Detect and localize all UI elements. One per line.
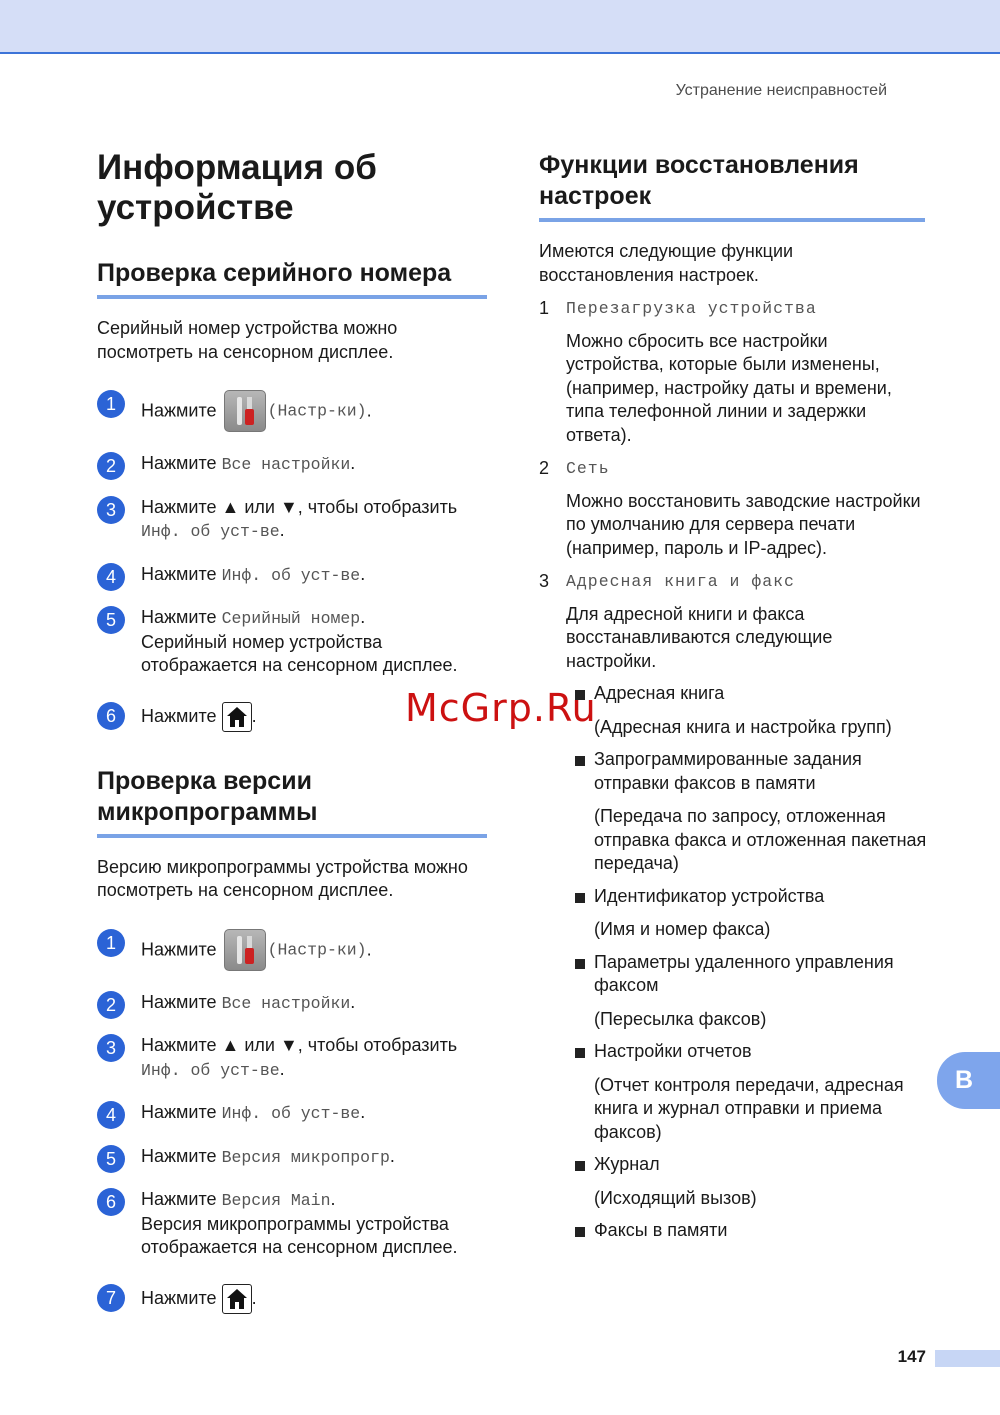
step-number-badge: 4 — [97, 563, 125, 591]
bullet-label: Параметры удаленного управления факсом — [594, 951, 894, 995]
serial-step-2 — [97, 452, 487, 477]
menu-label: Версия микропрогр — [221, 1147, 390, 1167]
settings-label: (Настр-ки) — [267, 401, 367, 421]
step-punct: . — [330, 1189, 336, 1209]
step-punct: . — [360, 563, 366, 584]
reset-item-3 — [539, 570, 929, 673]
reset-bullet-list — [539, 682, 929, 1243]
step-number-badge: 3 — [97, 1034, 125, 1062]
firmware-step-1 — [97, 929, 487, 981]
menu-label: Инф. об уст-ве — [141, 522, 280, 541]
step-text: Нажмите — [141, 607, 217, 627]
step-result-text: Версия микропрограммы устройства отображается на сенсорном дисплее. — [141, 1213, 458, 1257]
menu-label: Инф. об уст-ве — [221, 565, 361, 585]
bullet-label: Запрограммированные задания отправки факсов в памяти — [594, 749, 862, 793]
item-number: 1 — [539, 298, 550, 318]
item-description: Можно восстановить заводские настройки по умолчанию для сервера печати (например, пароль и IP-адрес). — [566, 490, 921, 558]
bullet-detail: (Имя и номер факса) — [594, 919, 771, 939]
firmware-intro: Версию микропрограммы устройства можно посмотреть на сенсорном дисплее. — [97, 856, 468, 900]
bullet-square-icon — [575, 959, 585, 969]
bullet-label: Идентификатор устройства — [594, 885, 825, 906]
chapter-tab: B — [937, 1052, 1000, 1109]
step-text: Нажмите — [141, 1287, 217, 1308]
step-punct: . — [360, 607, 366, 627]
bullet-label: Журнал — [594, 1154, 660, 1174]
step-punct: . — [366, 938, 372, 959]
firmware-step-7 — [97, 1284, 487, 1314]
step-punct: . — [360, 1102, 366, 1122]
step-text: Нажмите — [141, 453, 217, 473]
reset-heading: Функции восстановления настроек — [539, 150, 925, 222]
step-punct: . — [279, 520, 285, 540]
bullet-label: Факсы в памяти — [594, 1220, 728, 1240]
step-punct: . — [350, 991, 356, 1012]
step-punct: . — [350, 453, 356, 473]
bullet-detail: (Отчет контроля передачи, адресная книга и журнал отправки и приема факсов) — [594, 1074, 904, 1142]
page-number: 147 — [897, 1347, 926, 1366]
step-punct: . — [366, 400, 372, 421]
step-text: Нажмите — [141, 705, 217, 726]
menu-label: Инф. об уст-ве — [141, 1060, 280, 1080]
step-text: Нажмите — [141, 991, 217, 1012]
bullet-square-icon — [575, 1161, 585, 1171]
step-number-badge: 1 — [97, 929, 125, 957]
step-number-badge: 5 — [97, 1145, 125, 1173]
firmware-steps — [97, 929, 487, 1314]
step-punct: . — [251, 1287, 257, 1308]
step-text: Нажмите ▲ или ▼, чтобы отобразить — [141, 1035, 458, 1055]
firmware-step-4 — [97, 1101, 487, 1126]
item-number: 3 — [539, 571, 550, 591]
bullet-detail: (Адресная книга и настройка групп) — [594, 716, 892, 737]
right-column — [539, 150, 929, 1243]
item-description: Можно сбросить все настройки устройства, которые были изменены, (например, настройку даты и времени, типа телефонной линии и задержки ответа). — [566, 330, 892, 445]
bullet-item — [539, 1153, 929, 1210]
step-number-badge: 2 — [97, 991, 125, 1019]
step-number-badge: 3 — [97, 496, 125, 524]
bullet-square-icon — [575, 1048, 585, 1058]
reset-item-1 — [539, 297, 929, 447]
step-text: Нажмите — [141, 400, 217, 421]
step-number-badge: 6 — [97, 1188, 125, 1216]
top-band — [0, 0, 1000, 54]
step-text: Нажмите — [141, 1145, 217, 1166]
watermark: McGrp.Ru — [405, 686, 597, 730]
serial-steps — [97, 390, 487, 732]
settings-label: (Настр-ки) — [267, 939, 367, 959]
bullet-detail: (Передача по запросу, отложенная отправка факса и отложенная пакетная передача) — [594, 806, 927, 873]
firmware-step-2 — [97, 991, 487, 1016]
step-text: Нажмите — [141, 1189, 217, 1209]
step-number-badge: 7 — [97, 1284, 125, 1312]
bullet-item — [539, 1219, 929, 1243]
bullet-square-icon — [575, 893, 585, 903]
bullet-item — [539, 1040, 929, 1144]
bullet-item — [539, 951, 929, 1032]
step-number-badge: 4 — [97, 1101, 125, 1129]
step-number-badge: 1 — [97, 390, 125, 418]
step-punct: . — [251, 705, 257, 726]
step-result-text: Серийный номер устройства отображается на сенсорном дисплее. — [141, 631, 458, 675]
menu-label: Все настройки — [221, 455, 351, 474]
menu-label: Серийный номер — [221, 609, 361, 628]
serial-step-5 — [97, 606, 487, 678]
serial-heading: Проверка серийного номера — [97, 258, 487, 299]
bullet-item — [539, 885, 929, 942]
settings-tools-icon — [224, 929, 266, 971]
step-text: Нажмите — [141, 563, 217, 584]
step-text: Нажмите ▲ или ▼, чтобы отобразить — [141, 496, 458, 517]
step-number-badge: 6 — [97, 702, 125, 730]
running-head: Устранение неисправностей — [675, 82, 887, 99]
home-icon — [222, 1284, 252, 1314]
bullet-label: Настройки отчетов — [594, 1041, 752, 1061]
reset-item-2 — [539, 457, 929, 560]
item-number: 2 — [539, 458, 550, 478]
bullet-label: Адресная книга — [594, 683, 725, 703]
step-number-badge: 5 — [97, 606, 125, 634]
firmware-step-3 — [97, 1034, 487, 1082]
serial-step-1 — [97, 390, 487, 442]
home-icon — [222, 702, 252, 732]
bullet-square-icon — [575, 756, 585, 766]
firmware-heading: Проверка версии микропрограммы — [97, 766, 487, 838]
item-title: Сеть — [566, 459, 610, 478]
reset-intro: Имеются следующие функции восстановления настроек. — [539, 241, 794, 285]
bullet-detail: (Исходящий вызов) — [594, 1187, 757, 1208]
step-number-badge: 2 — [97, 452, 125, 480]
step-punct: . — [279, 1058, 285, 1079]
step-punct: . — [389, 1145, 395, 1166]
bullet-item — [539, 682, 929, 739]
page-number-bar — [935, 1350, 1000, 1367]
bullet-item — [539, 748, 929, 876]
firmware-step-6 — [97, 1188, 487, 1260]
serial-step-4 — [97, 563, 487, 588]
bullet-square-icon — [575, 1227, 585, 1237]
menu-label: Инф. об уст-ве — [221, 1104, 361, 1123]
page-title: Информация об устройстве — [97, 148, 377, 227]
firmware-step-5 — [97, 1145, 487, 1170]
reset-functions-list — [539, 297, 929, 673]
step-text: Нажмите — [141, 938, 217, 959]
serial-intro: Серийный номер устройства можно посмотреть на сенсорном дисплее. — [97, 318, 398, 362]
item-title: Перезагрузка устройства — [566, 299, 817, 318]
menu-label: Версия Main — [221, 1191, 331, 1210]
left-column — [97, 148, 487, 1314]
item-description: Для адресной книги и факса восстанавливаются следующие настройки. — [566, 603, 833, 671]
menu-label: Все настройки — [221, 993, 351, 1013]
serial-step-3 — [97, 496, 487, 544]
item-title: Адресная книга и факс — [566, 572, 795, 591]
bullet-detail: (Пересылка факсов) — [594, 1008, 767, 1029]
settings-tools-icon — [224, 390, 266, 432]
step-text: Нажмите — [141, 1102, 217, 1122]
